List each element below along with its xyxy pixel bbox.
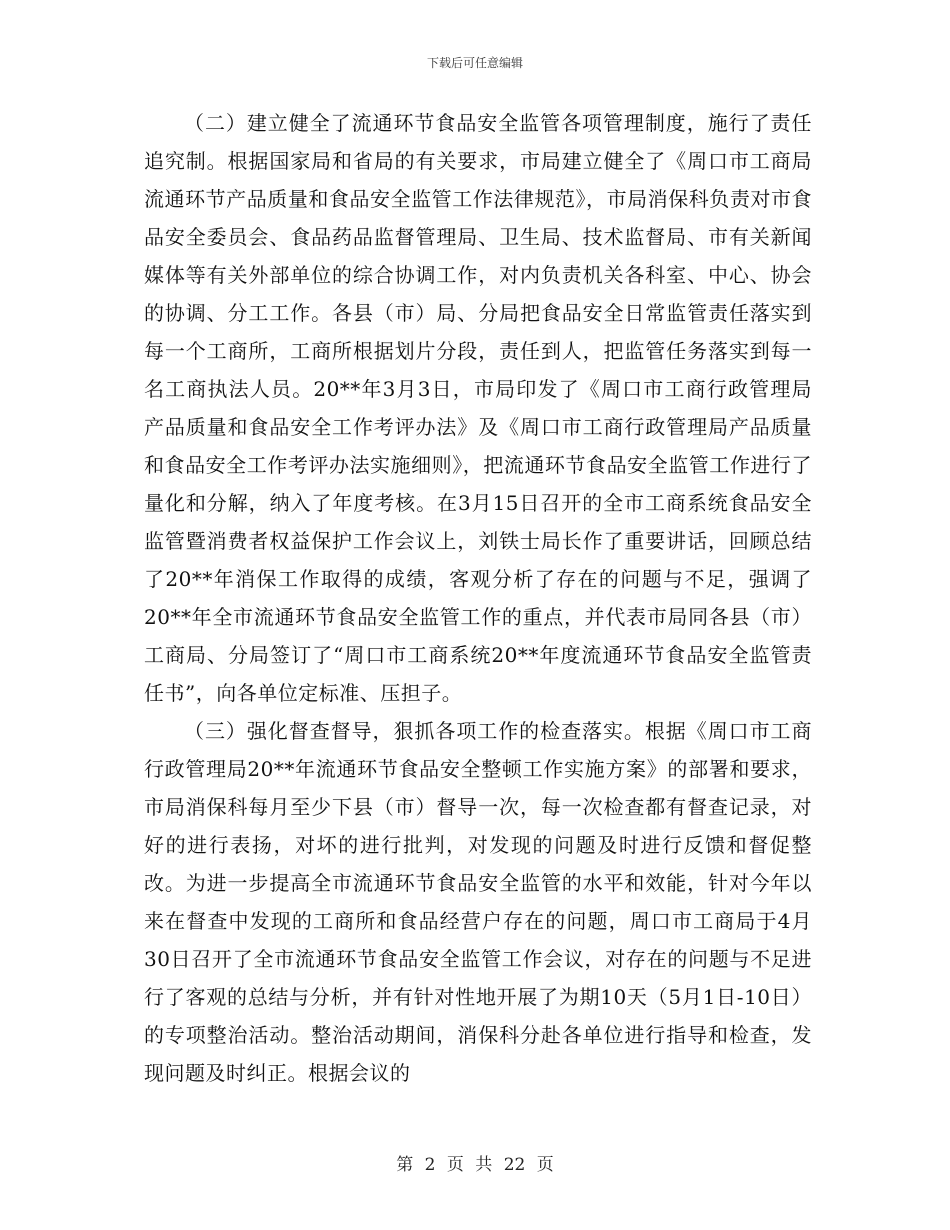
page-header: 下载后可任意编辑: [426, 56, 523, 70]
page-number-footer: 第 2 页 共 22 页: [396, 1155, 554, 1175]
paragraph-3: （三）强化督查督导，狠抓各项工作的检查落实。根据《周口市工商行政管理局20**年流通环节食品安全整顿工作实施方案》的部署和要求，市局消保科每月至少下县（市）督导一次，每一次检查都有督查记录，对好的进行表扬，对坏的进行批判，对发现的问题及时进行反馈和督促整改。为进一步提高全市流通环节食品安全监管的水平和效能，针对今年以来在督查中发现的工商所和食品经营户存在的问题，周口市工商局于4月30日召开了全市流通环节食品安全监管工作会议，对存在的问题与不足进行了客观的总结与分析，并有针对性地开展了为期10天（5月1日-10日）的专项整治活动。整治活动期间，消保科分赴各单位进行指导和检查，发现问题及时纠正。根据会议的: [144, 719, 812, 1085]
document-body: [144, 104, 812, 1092]
paragraph-2: （二）建立健全了流通环节食品安全监管各项管理制度，施行了责任追究制。根据国家局和省局的有关要求，市局建立健全了《周口市工商局流通环节产品质量和食品安全监管工作法律规范》，市局消保科负责对市食品安全委员会、食品药品监督管理局、卫生局、技术监督局、市有关新闻媒体等有关外部单位的综合协调工作，对内负责机关各科室、中心、协会的协调、分工工作。各县（市）局、分局把食品安全日常监管责任落实到每一个工商所，工商所根据划片分段，责任到人，把监管任务落实到每一名工商执法人员。20**年3月3日，市局印发了《周口市工商行政管理局产品质量和食品安全工作考评办法》及《周口市工商行政管理局产品质量和食品安全工作考评办法实施细则》，把流通环节食品安全监管工作进行了量化和分解，纳入了年度考核。在3月15日召开的全市工商系统食品安全监管暨消费者权益保护工作会议上，刘铁士局长作了重要讲话，回顾总结了20**年消保工作取得的成绩，客观分析了存在的问题与不足，强调了20**年全市流通环节食品安全监管工作的重点，并代表市局同各县（市）工商局、分局签订了“周口市工商系统20**年度流通环节食品安全监管责任书”，向各单位定标准、压担子。: [144, 111, 812, 705]
